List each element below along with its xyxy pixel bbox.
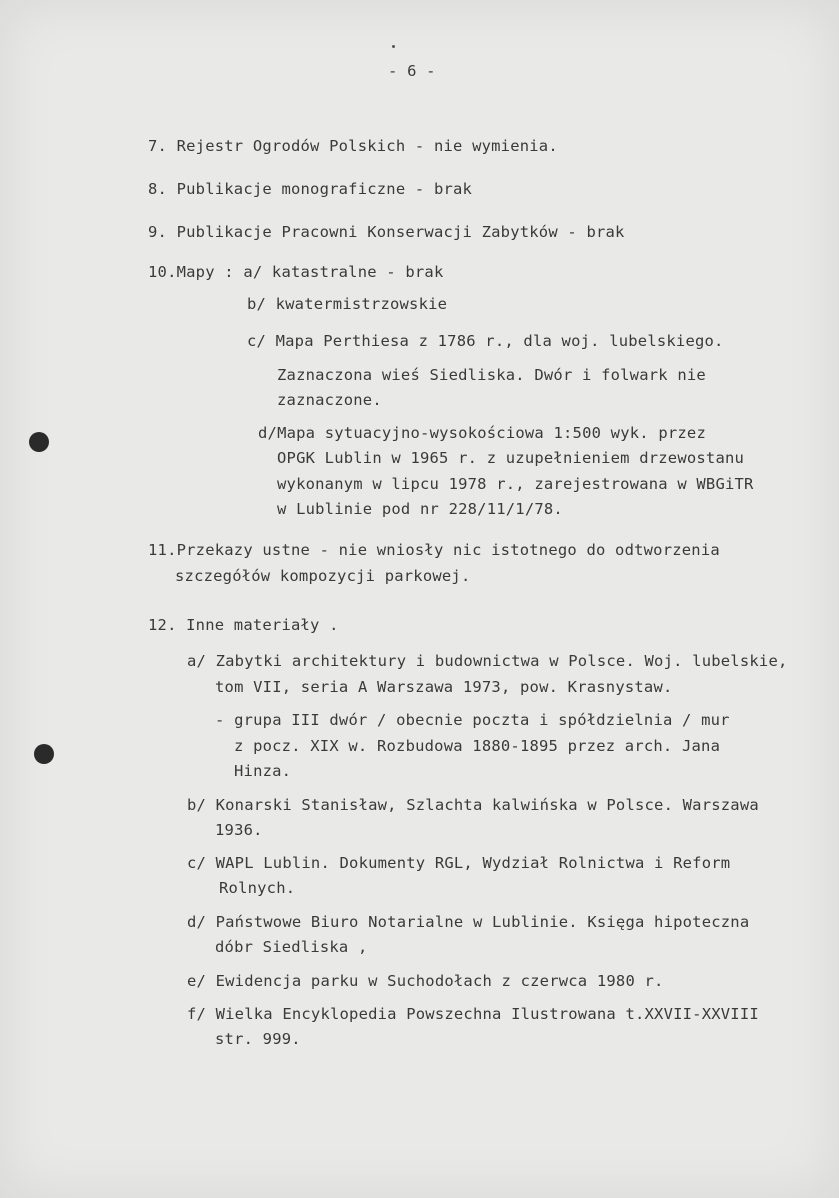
line-item-10-d: d/Mapa sytuacyjno-wysokościowa 1:500 wyk. przez [258, 424, 706, 442]
line-item-10-d-cont: OPGK Lublin w 1965 r. z uzupełnieniem drzewostanu [277, 449, 745, 467]
line-item-7: 7. Rejestr Ogrodów Polskich - nie wymienia. [148, 137, 558, 155]
line-item-12-a-dash: - grupa III dwór / obecnie poczta i spółdzielnia / mur [215, 711, 730, 729]
line-item-10-c-cont: Zaznaczona wieś Siedliska. Dwór i folwark nie [277, 366, 706, 384]
punch-hole [34, 744, 54, 764]
line-item-12-b: b/ Konarski Stanisław, Szlachta kalwińska w Polsce. Warszawa [187, 796, 759, 814]
line-item-12: 12. Inne materiały . [148, 616, 339, 634]
line-item-12-f-cont: str. 999. [215, 1030, 301, 1048]
line-item-12-f: f/ Wielka Encyklopedia Powszechna Ilustrowana t.XXVII-XXVIII [187, 1005, 759, 1023]
line-item-10-c-cont: zaznaczone. [277, 391, 382, 409]
line-item-12-c: c/ WAPL Lublin. Dokumenty RGL, Wydział Rolnictwa i Reform [187, 854, 731, 872]
line-item-10-b: b/ kwatermistrzowskie [247, 295, 448, 313]
line-item-12-e: e/ Ewidencja parku w Suchodołach z czerwca 1980 r. [187, 972, 664, 990]
line-item-10-a: 10.Mapy : a/ katastralne - brak [148, 263, 444, 281]
line-item-8: 8. Publikacje monograficzne - brak [148, 180, 473, 198]
punch-hole [29, 432, 49, 452]
line-item-12-b-cont: 1936. [215, 821, 263, 839]
line-item-9: 9. Publikacje Pracowni Konserwacji Zabytków - brak [148, 223, 625, 241]
line-item-11-cont: szczegółów kompozycji parkowej. [175, 567, 471, 585]
ink-speck [392, 45, 395, 48]
line-item-10-c: c/ Mapa Perthiesa z 1786 r., dla woj. lubelskiego. [247, 332, 724, 350]
line-item-12-a-cont: tom VII, seria A Warszawa 1973, pow. Krasnystaw. [215, 678, 673, 696]
line-item-11: 11.Przekazy ustne - nie wniosły nic istotnego do odtworzenia [148, 541, 720, 559]
line-item-12-d-cont: dóbr Siedliska , [215, 938, 368, 956]
line-item-10-d-cont: w Lublinie pod nr 228/11/1/78. [277, 500, 563, 518]
line-item-12-d: d/ Państwowe Biuro Notarialne w Lublinie. Księga hipoteczna [187, 913, 750, 931]
page-number: - 6 - [388, 62, 436, 80]
line-item-12-c-cont: Rolnych. [219, 879, 296, 897]
line-item-12-a-dash-cont: Hinza. [234, 762, 292, 780]
line-item-10-d-cont: wykonanym w lipcu 1978 r., zarejestrowana w WBGiTR [277, 475, 754, 493]
line-item-12-a-dash-cont: z pocz. XIX w. Rozbudowa 1880-1895 przez arch. Jana [234, 737, 721, 755]
line-item-12-a: a/ Zabytki architektury i budownictwa w Polsce. Woj. lubelskie, [187, 652, 788, 670]
